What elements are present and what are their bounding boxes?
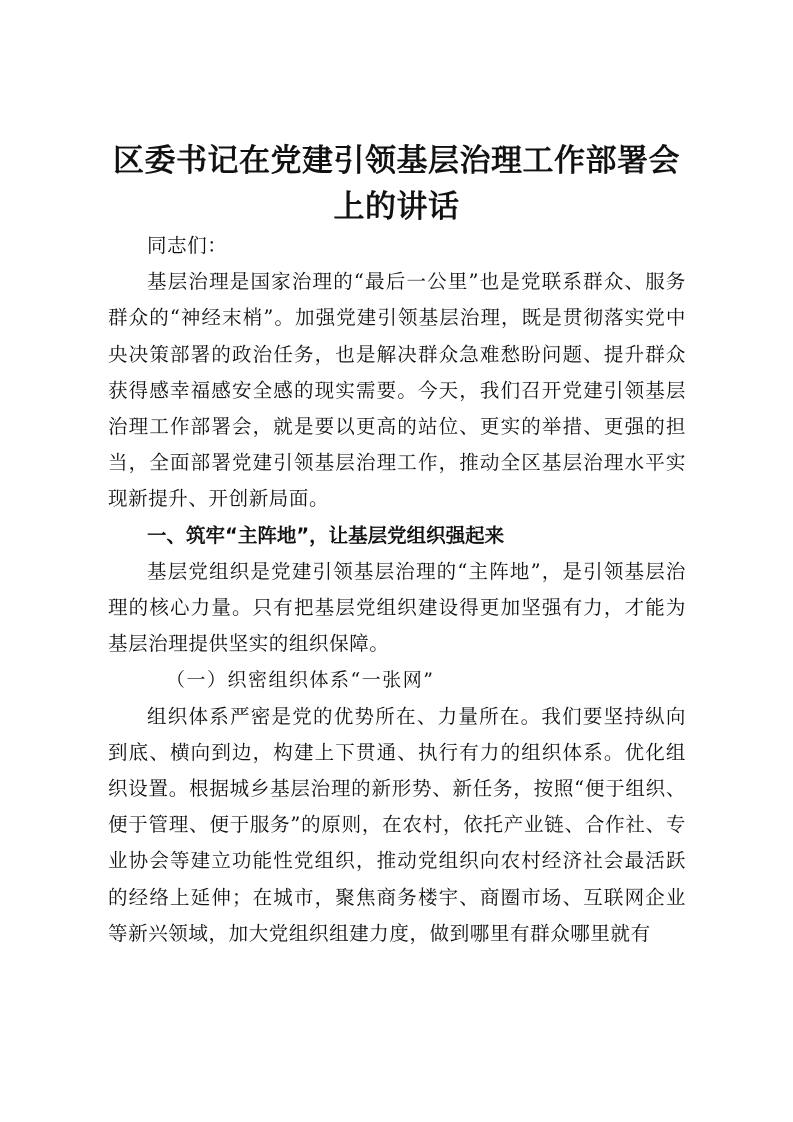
salutation: 同志们： (147, 234, 228, 257)
document-body (108, 228, 686, 952)
intro-paragraph: 基层治理是国家治理的“最后一公里”也是党联系群众、服务群众的“神经末梢”。加强党建引领基层治理，既是贯彻落实党中央决策部署的政治任务，也是解决群众急难愁盼问题、提升群众获得感幸福感安全感的现实需要。今天，我们召开党建引领基层治理工作部署会，就是要以更高的站位、更实的举措、更强的担当，全面部署党建引领基层治理工作，推动全区基层治理水平实现新提升、开创新局面。 (108, 270, 686, 511)
document-title: 区委书记在党建引领基层治理工作部署会上的讲话 (113, 143, 680, 225)
section-paragraph-1: 基层党组织是党建引领基层治理的“主阵地”，是引领基层治理的核心力量。只有把基层党组织建设得更加坚强有力，才能为基层治理提供坚实的组织保障。 (108, 559, 686, 656)
section-heading-1: 一、筑牢“主阵地”，让基层党组织强起来 (147, 523, 505, 547)
subsection-heading-1: （一）织密组织体系“一张网” (166, 669, 435, 692)
subsection-paragraph-1: 组织体系严密是党的优势所在、力量所在。我们要坚持纵向到底、横向到边，构建上下贯通、执行有力的组织体系。优化组织设置。根据城乡基层治理的新形势、新任务，按照“便于组织、便于管理、便于服务”的原则，在农村，依托产业链、合作社、专业协会等建立功能性党组织，推动党组织向农村经济社会最活跃的经络上延伸；在城市，聚焦商务楼宇、商圈市场、互联网企业等新兴领域，加大党组织组建力度，做到哪里有群众哪里就有 (108, 704, 686, 945)
